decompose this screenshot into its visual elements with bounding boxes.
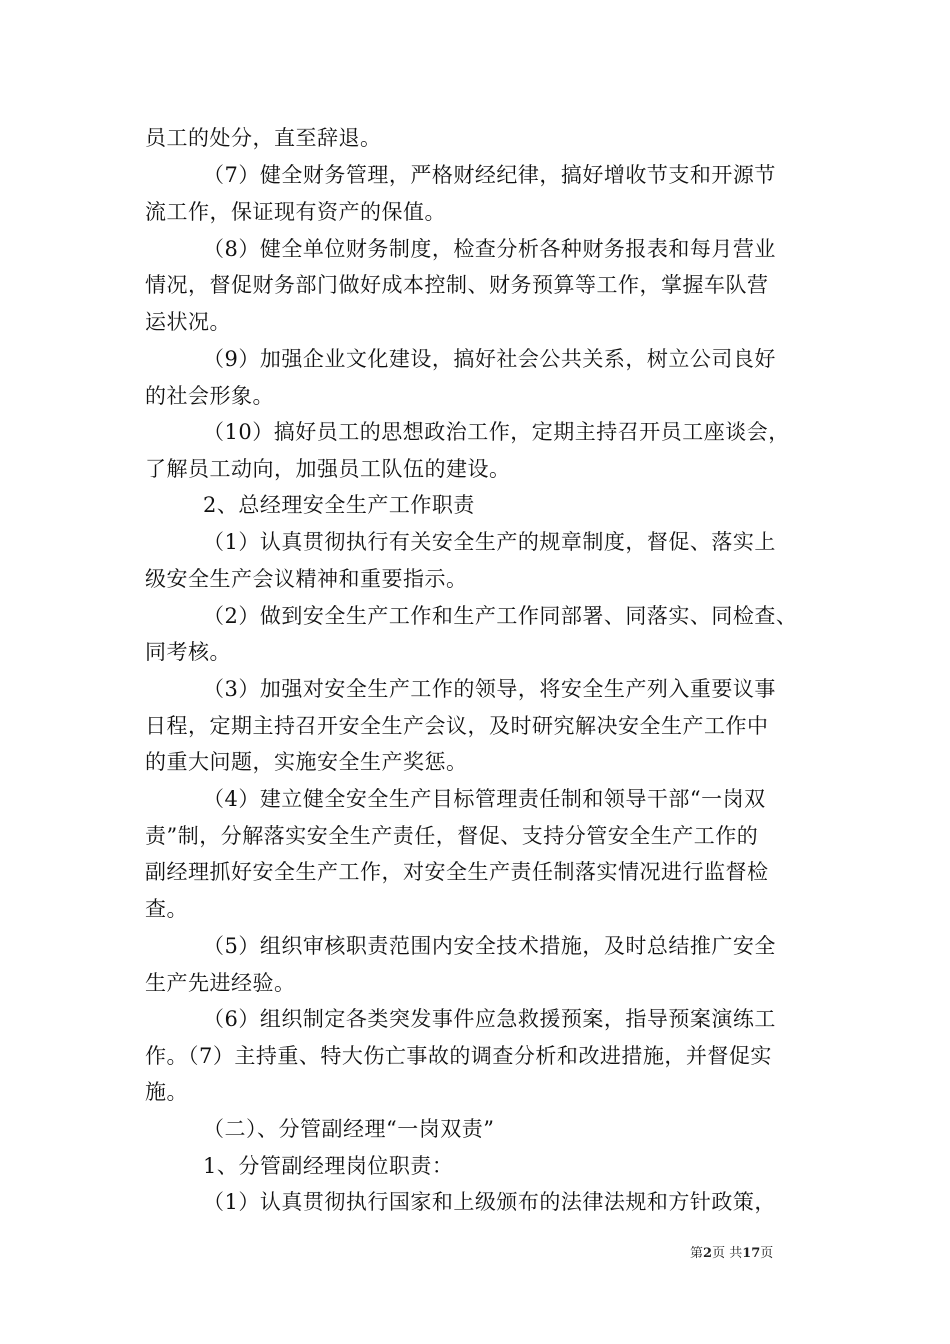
text-line: 运状况。 (145, 310, 231, 334)
text-line: 级安全生产会议精神和重要指示。 (145, 567, 468, 591)
section-heading: （二）、分管副经理“一岗双责” (203, 1117, 495, 1141)
text-line: （10）搞好员工的思想政治工作，定期主持召开员工座谈会， (203, 420, 790, 444)
text-line: 的社会形象。 (145, 384, 274, 408)
text-line: （1）认真贯彻执行有关安全生产的规章制度，督促、落实上 (203, 530, 776, 554)
text-line: 同考核。 (145, 640, 231, 664)
text-line: （2）做到安全生产工作和生产工作同部署、同落实、同检查、 (203, 604, 798, 628)
text-line: 副经理抓好安全生产工作，对安全生产责任制落实情况进行监督检 (145, 860, 769, 884)
text-line: 日程，定期主持召开安全生产会议，及时研究解决安全生产工作中 (145, 714, 769, 738)
text-line: 作。（7）主持重、特大伤亡事故的调查分析和改进措施，并督促实 (145, 1044, 772, 1068)
text-line: （1）认真贯彻执行国家和上级颁布的法律法规和方针政策， (203, 1190, 776, 1214)
text-line: （5）组织审核职责范围内安全技术措施，及时总结推广安全 (203, 934, 776, 958)
text-line: 的重大问题，实施安全生产奖惩。 (145, 750, 468, 774)
text-line: （3）加强对安全生产工作的领导，将安全生产列入重要议事 (203, 677, 776, 701)
current-page-number: 2 (703, 1246, 713, 1261)
text-line: 流工作，保证现有资产的保值。 (145, 200, 446, 224)
text-line: （6）组织制定各类突发事件应急救援预案，指导预案演练工 (203, 1007, 776, 1031)
text-line: （9）加强企业文化建设，搞好社会公共关系，树立公司良好 (203, 347, 776, 371)
text-line: （8）健全单位财务制度，检查分析各种财务报表和每月营业 (203, 237, 776, 261)
text-line: 情况，督促财务部门做好成本控制、财务预算等工作，掌握车队营 (145, 273, 769, 297)
section-heading: 2、总经理安全生产工作职责 (203, 493, 475, 517)
footer-suffix: 页 (760, 1246, 774, 1261)
subsection-heading: 1、分管副经理岗位职责： (203, 1154, 454, 1178)
text-line: 生产先进经验。 (145, 971, 296, 995)
text-line: 查。 (145, 897, 188, 921)
text-line: 了解员工动向，加强员工队伍的建设。 (145, 457, 511, 481)
text-line: 施。 (145, 1080, 188, 1104)
footer-middle: 页 共 (712, 1246, 743, 1261)
page-footer (690, 1245, 773, 1263)
text-line: （7）健全财务管理，严格财经纪律，搞好增收节支和开源节 (203, 163, 776, 187)
footer-prefix: 第 (690, 1246, 704, 1261)
text-line: 员工的处分，直至辞退。 (145, 126, 382, 150)
text-line: 责”制，分解落实安全生产责任，督促、支持分管安全生产工作的 (145, 824, 759, 848)
total-pages-number: 17 (742, 1246, 761, 1261)
text-line: （4）建立健全安全生产目标管理责任制和领导干部“一岗双 (203, 787, 766, 811)
